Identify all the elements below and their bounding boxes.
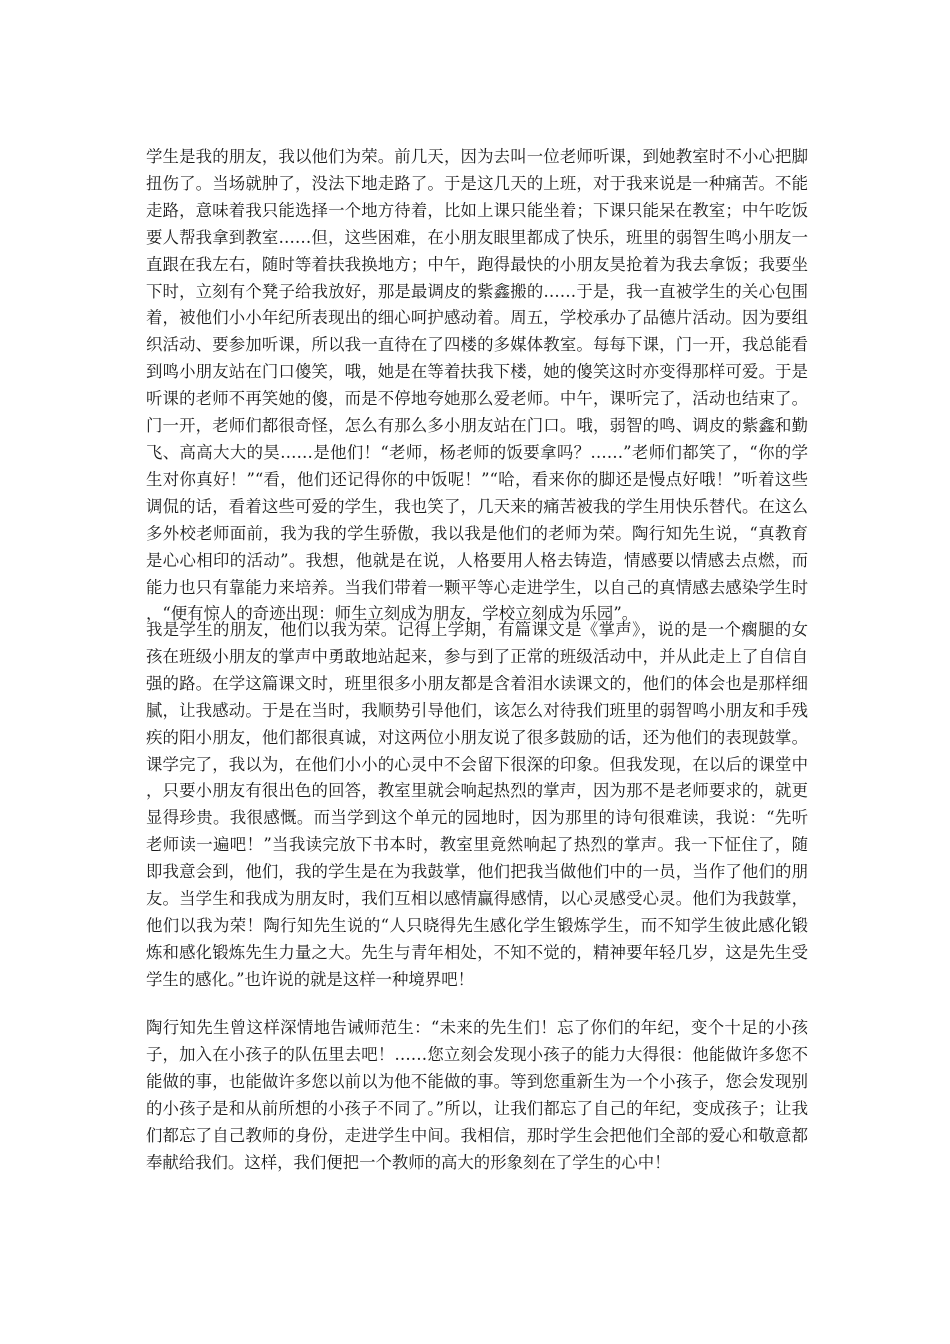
paragraph-i-am-students-friend: 我是学生的朋友，他们以我为荣。记得上学期，有篇课文是《掌声》，说的是一个瘸腿的女孩在班级小朋友的掌声中勇敢地站起来，参与到了正常的班级活动中，并从此走上了自信自强的路。在学这篇课文时，班里很多小朋友都是含着泪水读课文的，他们的体会也是那样细腻，让我感动。于是在当时，我顺势引导他们，该怎么对待我们班里的弱智鸣小朋友和手残疾的阳小朋友，他们都很真诚，对这两位小朋友说了很多鼓励的话，还为他们的表现鼓掌。课学完了，我以为，在他们小小的心灵中不会留下很深的印象。但我发现，在以后的课堂中，只要小朋友有很出色的回答，教室里就会响起热烈的掌声，因为那不是老师要求的，就更显得珍贵。我很感慨。而当学到这个单元的园地时，因为那里的诗句很难读，我说：“先听老师读一遍吧！”当我读完放下书本时，教室里竟然响起了热烈的掌声。我一下怔住了，随即我意会到，他们，我的学生是在为我鼓掌，他们把我当做他们中的一员，当作了他们的朋友。当学生和我成为朋友时，我们互相以感情赢得感情，以心灵感受心灵。他们为我鼓掌，他们以我为荣！陶行知先生说的“人只晓得先生感化学生锻炼学生，而不知学生彼此感化锻炼和感化锻炼先生力量之大。先生与青年相处，不知不觉的，精神要年轻几岁，这是先生受学生的感化。”也许说的就是这样一种境界吧！ bbox=[146, 620, 808, 989]
paragraph-students-are-my-friends: 学生是我的朋友，我以他们为荣。前几天，因为去叫一位老师听课，到她教室时不小心把脚扭伤了。当场就肿了，没法下地走路了。于是这几天的上班，对于我来说是一种痛苦。不能走路，意味着我只能选择一个地方待着，比如上课只能坐着；下课只能呆在教室；中午吃饭要人帮我拿到教室……但，这些困难，在小朋友眼里都成了快乐，班里的弱智生鸣小朋友一直跟在我左右，随时等着扶我换地方；中午，跑得最快的小朋友昊抢着为我去拿饭；我要坐下时，立刻有个凳子给我放好，那是最调皮的紫鑫搬的……于是，我一直被学生的关心包围着，被他们小小年纪所表现出的细心呵护感动着。周五，学校承办了品德片活动。因为要组织活动、要参加听课，所以我一直待在了四楼的多媒体教室。每每下课，门一开，我总能看到鸣小朋友站在门口傻笑，哦，她是在等着扶我下楼，她的傻笑这时亦变得那样可爱。于是听课的老师不再笑她的傻，而是不停地夸她那么爱老师。中午，课听完了，活动也结束了。门一开，老师们都很奇怪，怎么有那么多小朋友站在门口。哦，弱智的鸣、调皮的紫鑫和勤飞、高高大大的昊……是他们！“老师，杨老师的饭要拿吗？……”老师们都笑了，“你的学生对你真好！”“看，他们还记得你的中饭呢！”“哈，看来你的脚还是慢点好哦！”听着这些调侃的话，看着这些可爱的学生，我也笑了，几天来的痛苦被我的学生用快乐替代。在这么多外校老师面前，我为我的学生骄傲，我以我是他们的老师为荣。陶行知先生说，“真教育是心心相印的活动”。我想，他就是在说，人格要用人格去铸造，情感要以情感去点燃，而能力也只有靠能力来培养。当我们带着一颗平等心走进学生，以自己的真情感去感染学生时，“便有惊人的奇迹出现：师生立刻成为朋友，学校立刻成为乐园”。 bbox=[146, 147, 808, 624]
paragraph-tao-xingzhi-quote: 陶行知先生曾这样深情地告诫师范生：“未来的先生们！忘了你们的年纪，变个十足的小孩子，加入在小孩子的队伍里去吧！……您立刻会发现小孩子的能力大得很：他能做许多您不能做的事，也能做许多您以前以为他不能做的事。等到您重新生为一个小孩子，您会发现别的小孩子是和从前所想的小孩子不同了。”所以，让我们都忘了自己的年纪，变成孩子；让我们都忘了自己教师的身份，走进学生中间。我相信，那时学生会把他们全部的爱心和敬意都奉献给我们。这样，我们便把一个教师的高大的形象刻在了学生的心中！ bbox=[146, 1018, 808, 1172]
